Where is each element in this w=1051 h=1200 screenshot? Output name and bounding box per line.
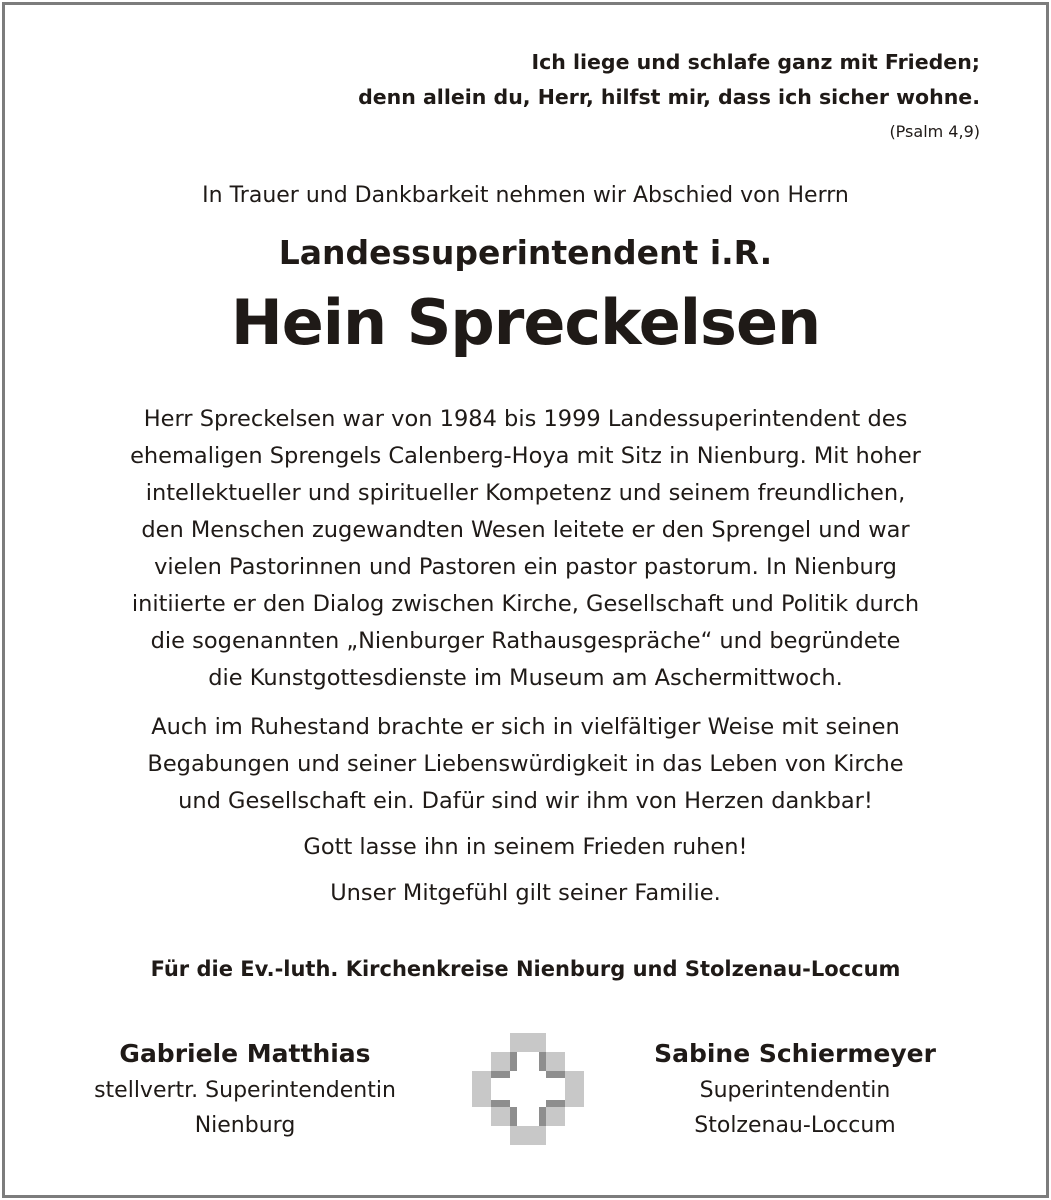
sympathy-line: Unser Mitgefühl gilt seiner Familie. — [330, 880, 721, 906]
signatory-right-place: Stolzenau-Loccum — [694, 1113, 896, 1138]
signatory-right — [585, 1035, 1005, 1143]
sender-line: Für die Ev.-luth. Kirchenkreise Nienburg und Stolzenau-Loccum — [150, 957, 901, 981]
tribute-paragraph-1: Herr Spreckelsen war von 1984 bis 1999 Landessuperintendent des ehemaligen Sprengels Calenberg-Hoya mit Sitz in Nienburg. Mit hoher intellektueller und spiritueller Kompetenz und seinem freundlichen, den Menschen zugewandten Wesen leitete er den Sprengel und war vielen Pastorinnen und Pastoren ein pastor pastorum. In Nienburg initiierte er den Dialog zwischen Kirche, Gesellschaft und Politik durch die sogenannten „Nienburger Rathausgespräche“ und begründete die Kunstgottesdienste im Museum am Aschermittwoch. — [130, 406, 921, 691]
signatory-left-place: Nienburg — [194, 1113, 296, 1138]
psalm-quote — [358, 45, 980, 145]
deceased-title: Landessuperintendent i.R. — [278, 233, 773, 272]
signatory-right-role: Superintendentin — [699, 1078, 891, 1103]
signatory-right-name: Sabine Schiermeyer — [654, 1039, 936, 1068]
deceased-name: Hein Spreckelsen — [230, 286, 821, 359]
signatory-left-role: stellvertr. Superintendentin — [94, 1078, 396, 1103]
tribute-paragraph-2: Auch im Ruhestand brachte er sich in vielfältiger Weise mit seinen Begabungen und seiner Liebenswürdigkeit in das Leben von Kirche und Gesellschaft ein. Dafür sind wir ihm von Herzen dankbar! — [147, 714, 904, 814]
blessing-line: Gott lasse ihn in seinem Frieden ruhen! — [303, 834, 748, 860]
psalm-line-2: denn allein du, Herr, hilfst mir, dass ich sicher wohne. — [358, 85, 980, 109]
obituary-notice — [2, 2, 1049, 1198]
signatory-left — [35, 1035, 455, 1143]
tribute-body — [5, 401, 1046, 912]
psalm-line-1: Ich liege und schlafe ganz mit Frieden; — [531, 50, 980, 74]
cross-icon — [472, 1033, 584, 1145]
signatory-left-name: Gabriele Matthias — [119, 1039, 371, 1068]
psalm-reference: (Psalm 4,9) — [889, 122, 980, 141]
intro-text: In Trauer und Dankbarkeit nehmen wir Abschied von Herrn — [202, 183, 849, 208]
